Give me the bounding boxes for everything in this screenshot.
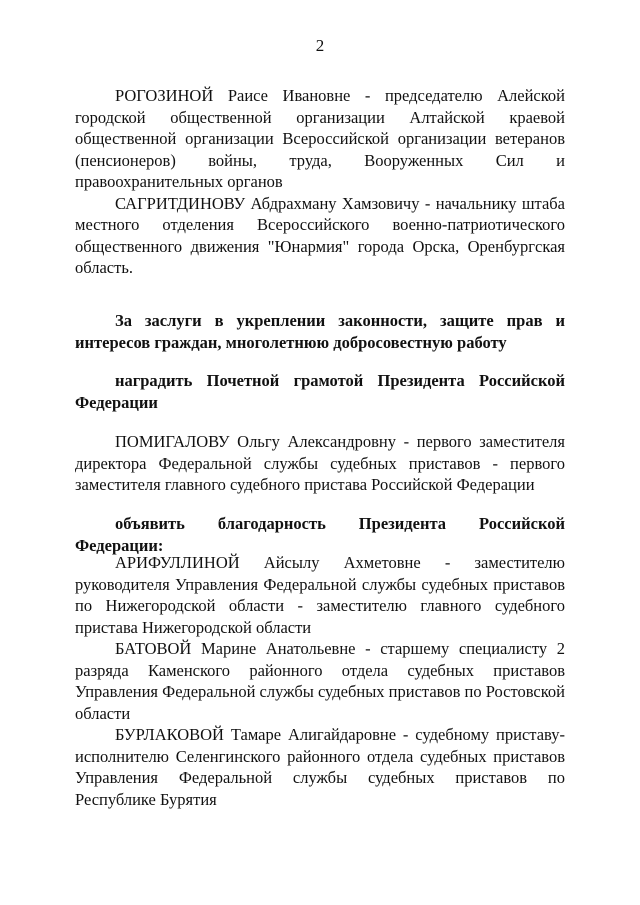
gratitude-heading-block	[75, 513, 565, 556]
entry-burlakova: БУРЛАКОВОЙ Тамаре Алигайдаровне - судебному приставу-исполнителю Селенгинского районного отдела судебных приставов Управления Федеральной службы судебных приставов по Республике Бурятия	[75, 725, 565, 809]
entry-rogozina: РОГОЗИНОЙ Раисе Ивановне - председателю Алейской городской общественной организации Алтайской краевой общественной организации Всероссийской организации ветеранов (пенсионеров) войны, труда, Вооруженных Сил и правоохранительных органов	[75, 86, 565, 191]
entry-sagritdinov: САГРИТДИНОВУ Абдрахману Хамзовичу - начальнику штаба местного отделения Всероссийского военно-патриотического общественного движения "Юнармия" города Орска, Оренбургская область.	[75, 193, 565, 277]
page-number: 2	[315, 36, 325, 55]
entry-arifullina: АРИФУЛЛИНОЙ Айсылу Ахметовне - заместителю руководителя Управления Федеральной службы судебных приставов по Нижегородской области - заместителю главного судебного пристава Нижегородской области	[75, 553, 565, 637]
entry-pomigalova: ПОМИГАЛОВУ Ольгу Александровну - первого заместителя директора Федеральной службы судебных приставов - первого заместителя главного судебного пристава Российской Федерации	[75, 432, 565, 494]
award-heading: наградить Почетной грамотой Президента Российской Федерации	[75, 371, 565, 412]
award-entries-block	[75, 431, 565, 496]
merit-heading: За заслуги в укреплении законности, защите прав и интересов граждан, многолетнюю добросовестную работу	[75, 311, 565, 352]
entry-batova: БАТОВОЙ Марине Анатольевне - старшему специалисту 2 разряда Каменского районного отдела судебных приставов Управления Федеральной службы судебных приставов по Ростовской области	[75, 639, 565, 723]
merit-heading-block	[75, 310, 565, 353]
entries-top-block	[75, 85, 565, 279]
gratitude-entries-block	[75, 552, 565, 810]
gratitude-heading: объявить благодарность Президента Российской Федерации:	[75, 514, 565, 555]
award-heading-block	[75, 370, 565, 413]
